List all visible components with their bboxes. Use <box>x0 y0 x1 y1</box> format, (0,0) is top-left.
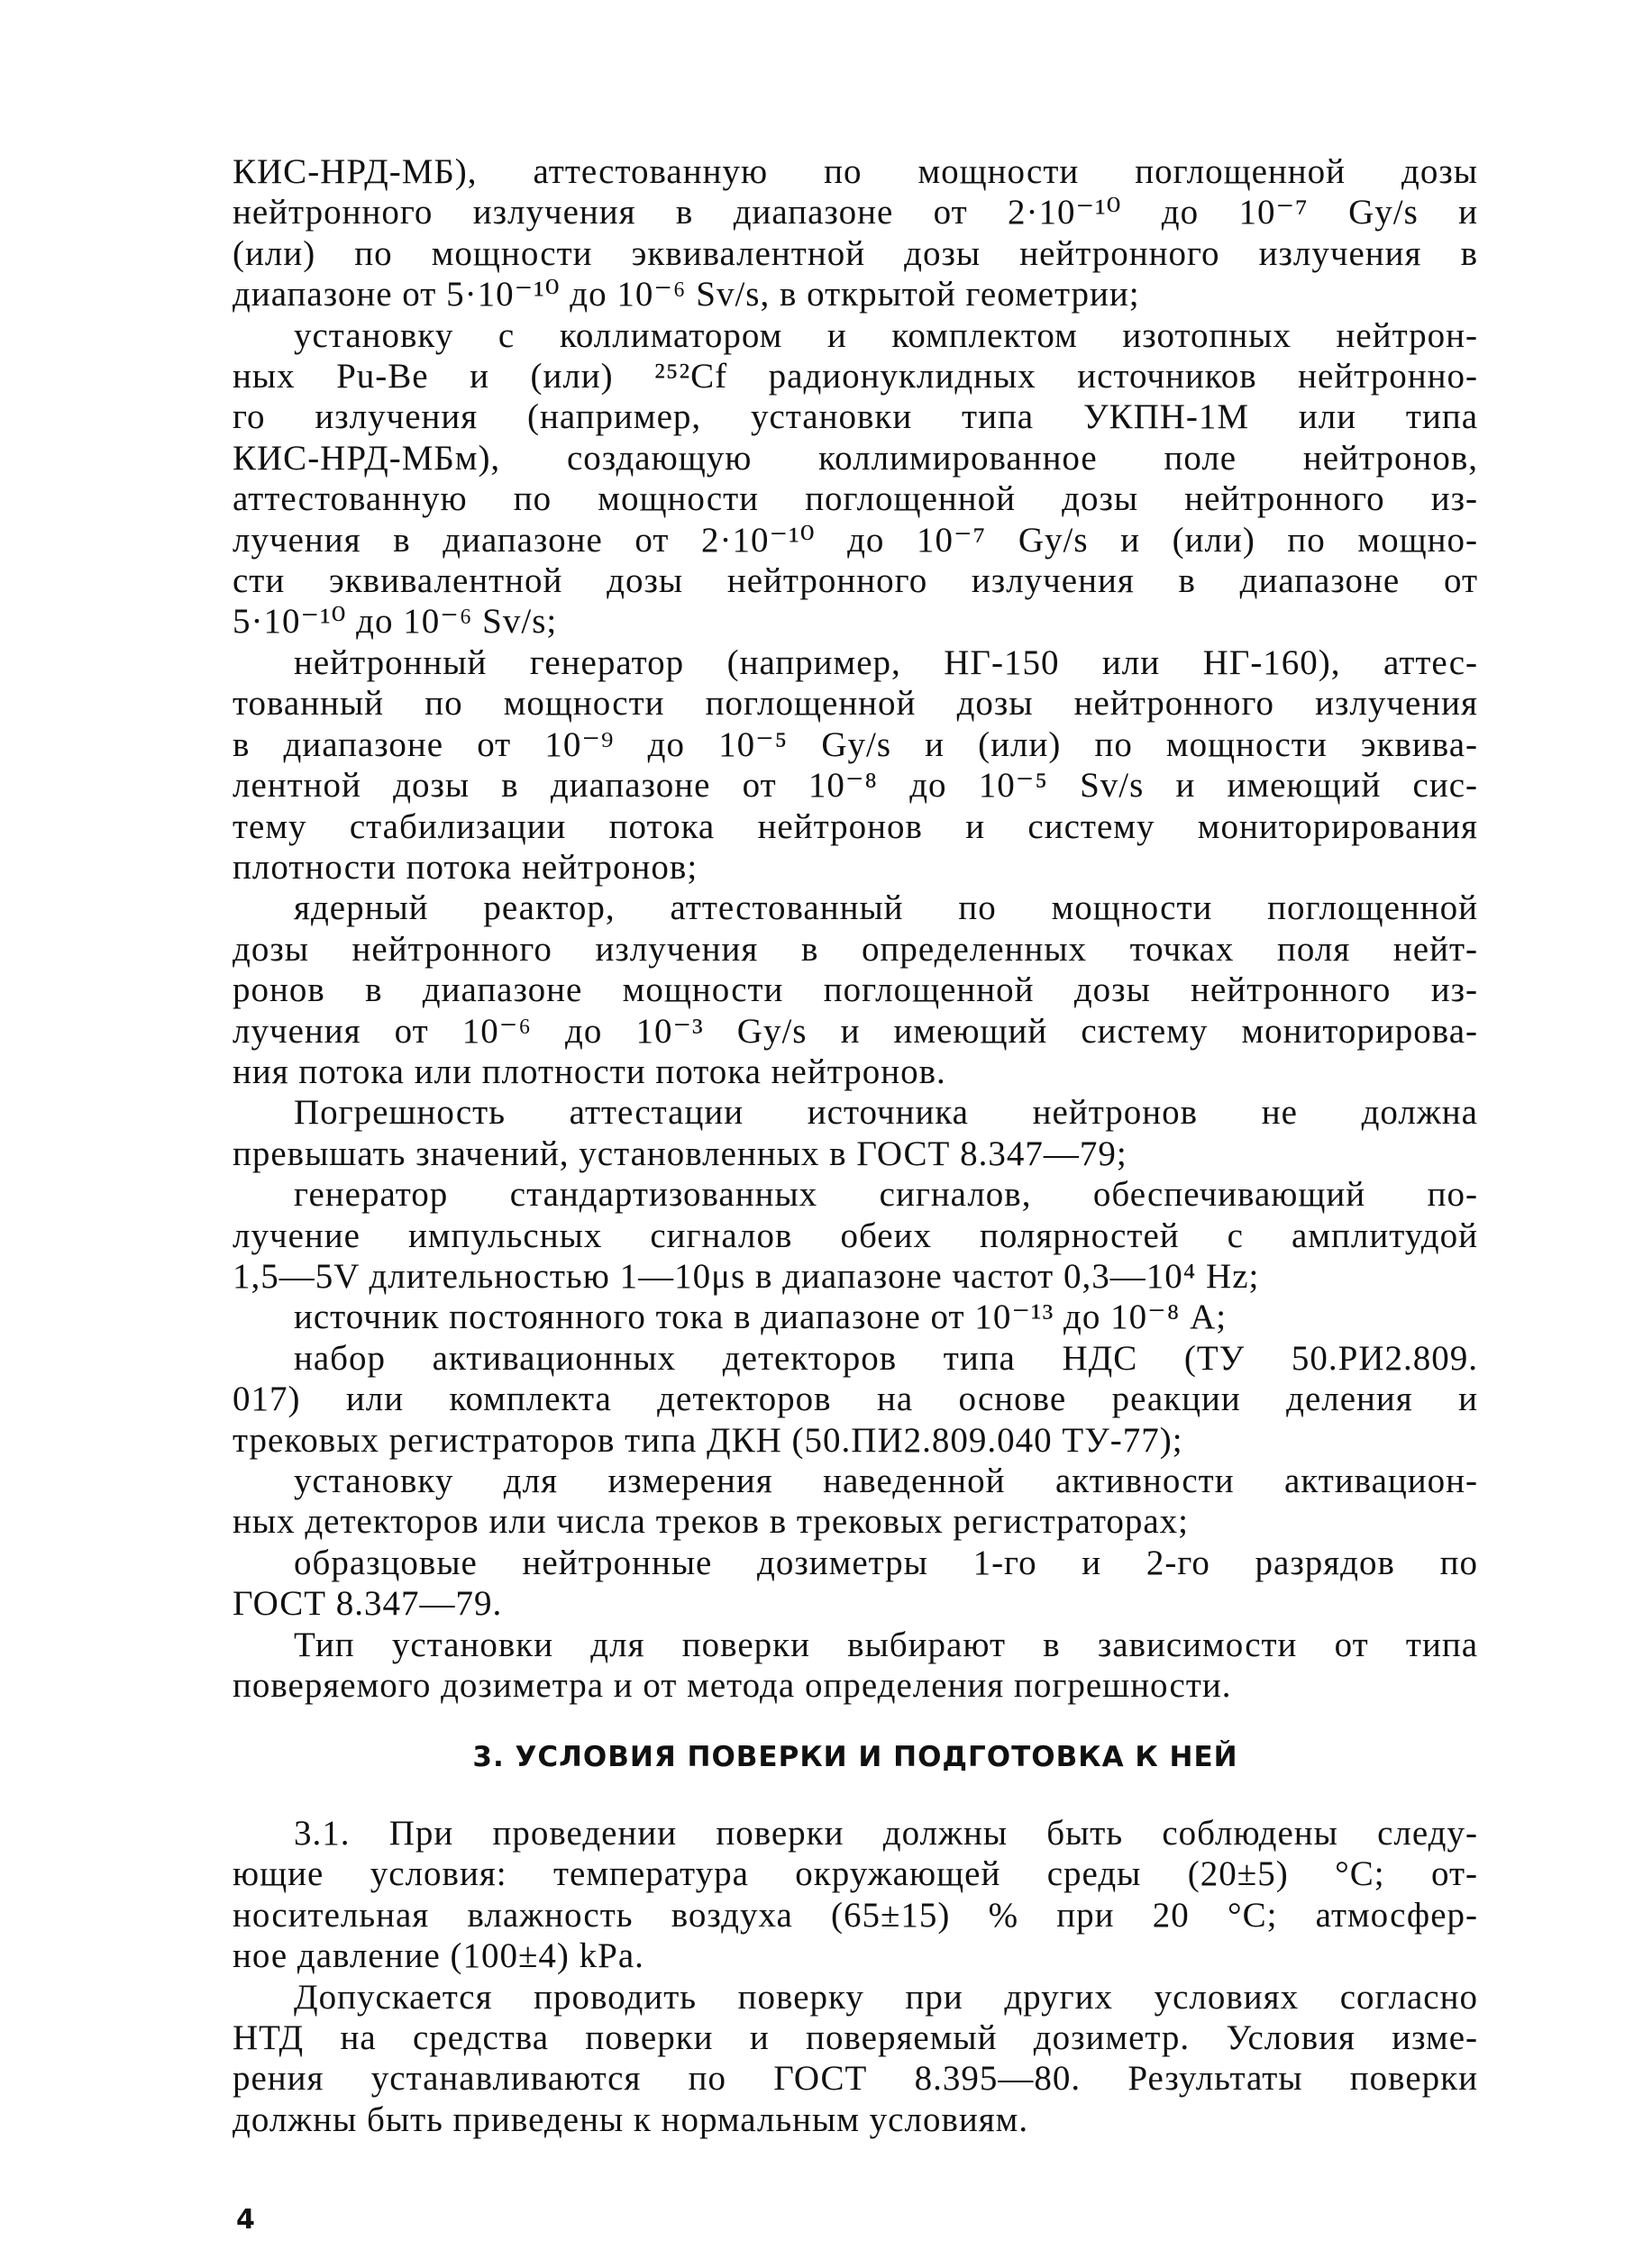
text-line: Допускается проводить поверку при других условиях согласно <box>294 1977 1478 2017</box>
text-line: КИС-НРД-МБм), создающую коллимированное поле нейтронов, <box>233 438 1478 478</box>
text-line: источник постоянного тока в диапазоне от 10⁻¹³ до 10⁻⁸ A; <box>294 1298 1228 1337</box>
text-line: лучения в диапазоне от 2·10⁻¹⁰ до 10⁻⁷ Gy/s и (или) по мощно- <box>233 520 1478 560</box>
text-line: ных детекторов или числа треков в трековых регистраторах; <box>233 1502 1190 1542</box>
page-number: 4 <box>236 2204 255 2236</box>
text-line: набор активационных детекторов типа НДС (ТУ 50.РИ2.809. <box>294 1338 1478 1378</box>
text-line: дозы нейтронного излучения в определенных точках поля нейт- <box>233 929 1478 969</box>
section-heading: 3. УСЛОВИЯ ПОВЕРКИ И ПОДГОТОВКА К НЕЙ <box>472 1741 1238 1773</box>
text-line: трековых регистраторов типа ДКН (50.ПИ2.809.040 ТУ-77); <box>233 1420 1183 1460</box>
text-line: 5·10⁻¹⁰ до 10⁻⁶ Sv/s; <box>233 602 558 642</box>
text-line: диапазоне от 5·10⁻¹⁰ до 10⁻⁶ Sv/s, в открытой геометрии; <box>233 275 1140 314</box>
text-line: 3.1. При проведении поверки должны быть соблюдены следу- <box>294 1814 1478 1853</box>
text-line: ния потока или плотности потока нейтронов. <box>233 1052 946 1091</box>
text-line: плотности потока нейтронов; <box>233 847 698 887</box>
text-line: носительная влажность воздуха (65±15) % при 20 °C; атмосфер- <box>233 1895 1478 1935</box>
text-line: Тип установки для поверки выбирают в зависимости от типа <box>294 1625 1478 1664</box>
text-line: Погрешность аттестации источника нейтронов не должна <box>294 1093 1478 1133</box>
text-line: лучения от 10⁻⁶ до 10⁻³ Gy/s и имеющий систему мониторирова- <box>233 1011 1478 1051</box>
text-line: ГОСТ 8.347—79. <box>233 1584 503 1624</box>
verification-conditions-text <box>233 1813 1478 2140</box>
text-line: в диапазоне от 10⁻⁹ до 10⁻⁵ Gy/s и (или) по мощности эквива- <box>233 724 1478 764</box>
text-line: го излучения (например, установки типа УКПН-1М или типа <box>233 397 1478 437</box>
text-line: установку для измерения наведенной активности активацион- <box>294 1462 1478 1500</box>
text-line: превышать значений, установленных в ГОСТ 8.347—79; <box>233 1134 1127 1173</box>
text-line: ронов в диапазоне мощности поглощенной дозы нейтронного из- <box>233 970 1478 1010</box>
text-line: нейтронного излучения в диапазоне от 2·10⁻¹⁰ до 10⁻⁷ Gy/s и <box>233 193 1478 232</box>
text-line: 1,5—5V длительностью 1—10μs в диапазоне частот 0,3—10⁴ Hz; <box>233 1256 1260 1296</box>
text-line: генератор стандартизованных сигналов, обеспечивающий по- <box>294 1175 1478 1215</box>
text-line: тованный по мощности поглощенной дозы нейтронного излучения <box>233 684 1478 724</box>
text-line: ядерный реактор, аттестованный по мощности поглощенной <box>294 888 1478 928</box>
text-line: 017) или комплекта детекторов на основе реакции деления и <box>233 1380 1478 1419</box>
text-line: нейтронный генератор (например, НГ-150 или НГ-160), аттес- <box>294 642 1478 682</box>
text-line: установку с коллиматором и комплектом изотопных нейтрон- <box>294 315 1478 355</box>
text-line: лучение импульсных сигналов обеих полярностей с амплитудой <box>233 1216 1478 1255</box>
text-line: должны быть приведены к нормальным условиям. <box>233 2099 1029 2139</box>
equipment-list-text <box>233 151 1478 1706</box>
text-line: лентной дозы в диапазоне от 10⁻⁸ до 10⁻⁵ Sv/s и имеющий сис- <box>233 766 1478 806</box>
text-line: НТД на средства поверки и поверяемый дозиметр. Условия изме- <box>233 2018 1478 2058</box>
text-line: (или) по мощности эквивалентной дозы нейтронного излучения в <box>233 233 1478 273</box>
text-line: поверяемого дозиметра и от метода определения погрешности. <box>233 1666 1232 1706</box>
text-line: сти эквивалентной дозы нейтронного излучения в диапазоне от <box>233 561 1478 601</box>
text-line: ющие условия: температура окружающей среды (20±5) °C; от- <box>233 1854 1478 1894</box>
text-line: аттестованную по мощности поглощенной дозы нейтронного из- <box>233 479 1478 519</box>
text-line: тему стабилизации потока нейтронов и систему мониторирования <box>233 806 1478 846</box>
text-line: ных Pu-Be и (или) ²⁵²Cf радионуклидных источников нейтронно- <box>233 357 1478 396</box>
text-line: рения устанавливаются по ГОСТ 8.395—80. Результаты поверки <box>233 2059 1478 2099</box>
text-line: ное давление (100±4) kPa. <box>233 1936 644 1976</box>
text-line: образцовые нейтронные дозиметры 1-го и 2-го разрядов по <box>294 1543 1478 1582</box>
text-line: КИС-НРД-МБ), аттестованную по мощности поглощенной дозы <box>233 152 1478 191</box>
